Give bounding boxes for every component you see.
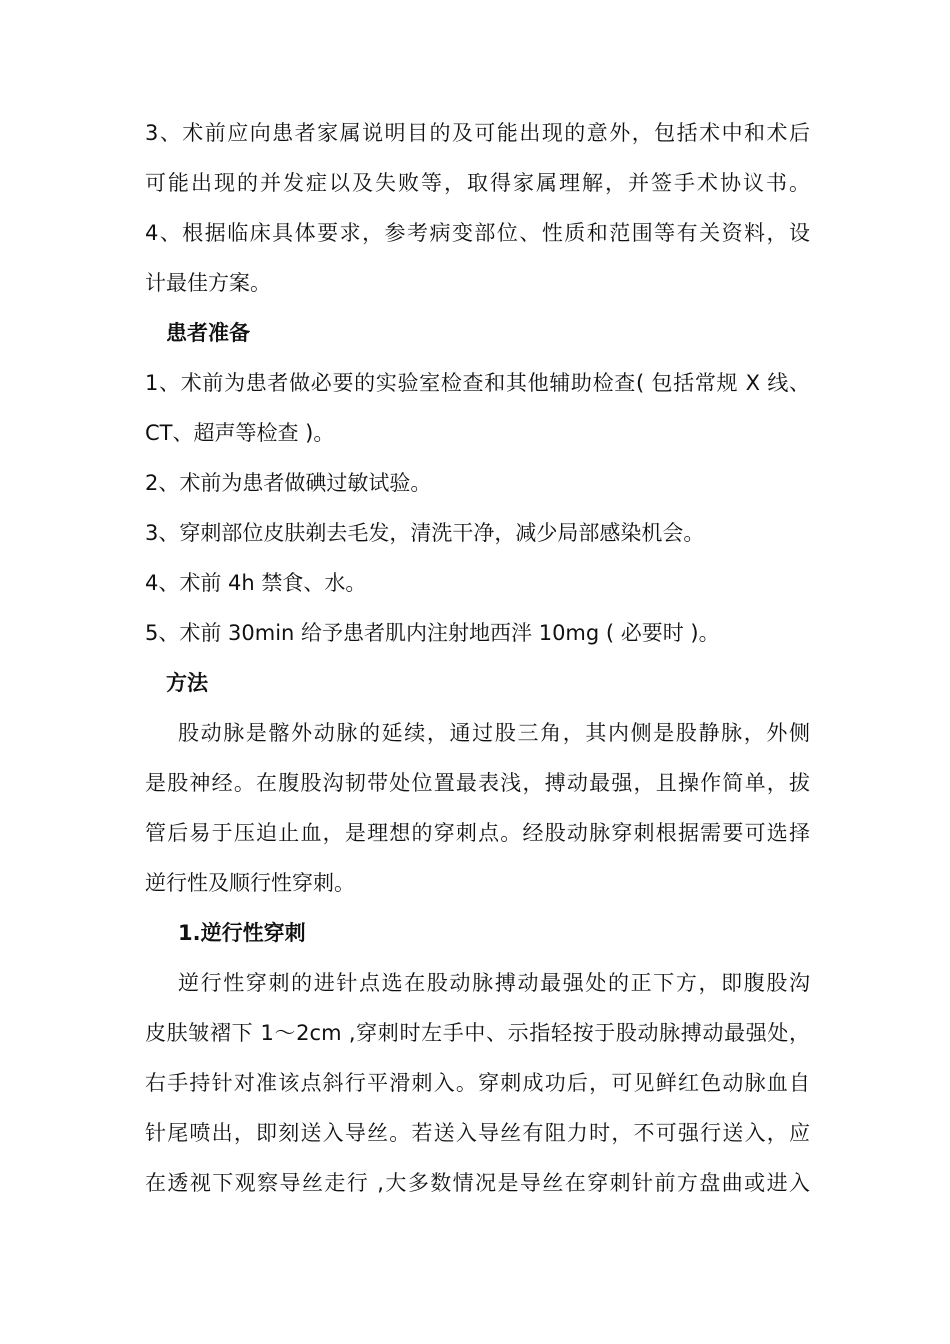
paragraph-line: 4、根据临床具体要求，参考病变部位、性质和范围等有关资料，设 — [145, 221, 810, 245]
paragraph-line: 逆行性穿刺的进针点选在股动脉搏动最强处的正下方，即腹股沟 — [178, 971, 810, 995]
section-heading: 方法 — [166, 671, 208, 695]
paragraph-line: 针尾喷出，即刻送入导丝。若送入导丝有阻力时，不可强行送入，应 — [145, 1121, 810, 1145]
list-item: 1、术前为患者做必要的实验室检查和其他辅助检查( 包括常规 X 线、 — [145, 371, 810, 395]
list-item: 4、术前 4h 禁食、水。 — [145, 571, 367, 595]
paragraph-line: 皮肤皱褶下 1～2cm ,穿刺时左手中、示指轻按于股动脉搏动最强处， — [145, 1021, 810, 1045]
paragraph-line: 在透视下观察导丝走行 ,大多数情况是导丝在穿刺针前方盘曲或进入 — [145, 1171, 810, 1195]
paragraph-line: 右手持针对准该点斜行平滑刺入。穿刺成功后，可见鲜红色动脉血自 — [145, 1071, 810, 1095]
paragraph-line: 计最佳方案。 — [145, 271, 271, 295]
paragraph-line: 3、术前应向患者家属说明目的及可能出现的意外，包括术中和术后 — [145, 121, 810, 145]
list-item-continuation: CT、超声等检查 )。 — [145, 421, 335, 445]
paragraph-line: 股动脉是髂外动脉的延续，通过股三角，其内侧是股静脉，外侧 — [178, 721, 810, 745]
list-item: 5、术前 30min 给予患者肌内注射地西泮 10mg ( 必要时 )。 — [145, 621, 720, 645]
paragraph-line: 可能出现的并发症以及失败等，取得家属理解，并签手术协议书。 — [145, 171, 810, 195]
paragraph-line: 逆行性及顺行性穿刺。 — [145, 871, 355, 895]
list-item: 3、穿刺部位皮肤剃去毛发，清洗干净，减少局部感染机会。 — [145, 521, 705, 545]
subsection-heading: 1.逆行性穿刺 — [178, 921, 306, 945]
list-item: 2、术前为患者做碘过敏试验。 — [145, 471, 432, 495]
paragraph-line: 是股神经。在腹股沟韧带处位置最表浅，搏动最强，且操作简单，拔 — [145, 771, 810, 795]
paragraph-line: 管后易于压迫止血，是理想的穿刺点。经股动脉穿刺根据需要可选择 — [145, 821, 810, 845]
section-heading: 患者准备 — [166, 321, 250, 345]
